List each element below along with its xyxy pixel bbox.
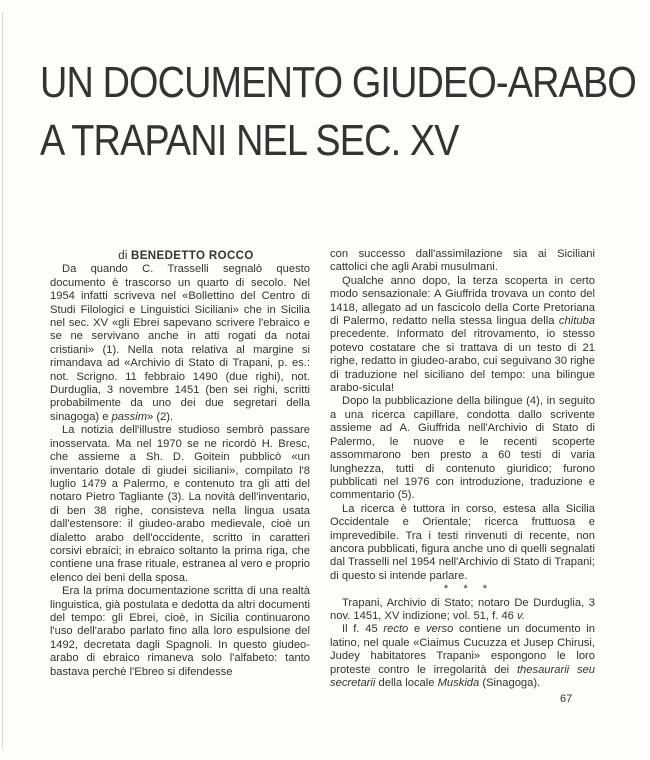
byline [50,250,310,263]
byline-prefix: di [118,250,128,262]
left-column [50,250,310,679]
paragraph: Qualche anno dopo, la terza scoperta in certo modo sensazionale: A Giuffrida trovava un conto del 1418, allegato ad un fascicolo della Corte Pretoriana di Palermo, redatto nella stessa lingua della chituba precedente. Informato del ritrovamento, io stesso potevo costatare che si trattava di un testo di 21 righe, redatto in giudeo-arabo, cui seguivano 30 righe di traduzione nel siciliano del tempo: una bilingue arabo-sicula! [330,274,595,395]
byline-author: BENEDETTO ROCCO [131,250,254,262]
paragraph: con successo dall'assimilazione sia ai Siciliani cattolici che agli Arabi musulmani. [330,248,595,274]
title-line-2: A TRAPANI NEL SEC. XV [40,116,459,165]
title-line-1: UN DOCUMENTO GIUDEO-ARABO [40,58,636,107]
paragraph: La ricerca è tuttora in corso, estesa alla Sicilia Occidentale e Orientale; ricerca fruttuosa e imprevedibile. Tra i testi rinvenuti di recente, non ancora pubblicati, figura anche uno di quelli segnalati dal Trasselli nel 1954 nell'Archivio di Stato di Trapani; di questo si intende parlare. [330,502,595,582]
page-number: 67 [560,693,573,705]
paragraph: Il f. 45 recto e verso contiene un documento in latino, nel quale «Ciaimus Cucuzza et Jusep Chirusi, Judey habitatores Trapani» espongono le loro proteste contro le irregolarità dei thesaurarii seu secretarii della locale Muskida (Sinagoga). [330,623,595,689]
article-title [40,54,636,170]
paragraph: Era la prima documentazione scritta di una realtà linguistica, già postulata e dedotta da altri documenti del tempo: gli Ebrei, cioè, in Sicilia continuarono l'uso dell'arabo parlato fino alla loro espulsione del 1492, decretata dagli Spagnoli. In questo giudeo-arabo di ebraico rimaneva solo l'alfabeto: tanto bastava perchè l'Ebreo si difendesse [50,585,310,678]
paragraph: Dopo la pubblicazione della bilingue (4), in seguito a una ricerca capillare, condotta dallo scrivente assieme ad A. Giuffrida nell'Archivio di Stato di Palermo, le nuove e le recenti scoperte assommarono ben presto a 60 testi di varia lunghezza, tutti di contenuto giuridico; furono pubblicati nel 1976 con introduzione, traduzione e commentario (5). [330,395,595,502]
right-column [330,248,595,690]
paragraph: Da quando C. Trasselli segnalò questo documento è trascorso un quarto di secolo. Nel 1954 infatti scriveva nel «Bollettino del Centro di Studi Filologici e Linguistici Siciliani» che in Sicilia nel sec. XV «gli Ebrei sapevano scrivere l'ebraico e se ne servivano anche in atti rogati da notai cristiani» (1). Nella nota relativa al margine si rimandava ad «Archivio di Stato di Trapani, p. es.: not. Scrigno. 11 febbraio 1490 (due righi), not. Durduglia, 3 novembre 1451 (ben sei righi, scritti probabilmente da uno dei due segretari della sinagoga) e passim» (2). [50,263,310,423]
paragraph: Trapani, Archivio di Stato; notaro De Durduglia, 3 nov. 1451, XV indizione; vol. 51, f. 46 v. [330,596,595,622]
page-edge [2,12,3,750]
paragraph: La notizia dell'illustre studioso sembrò passare inosservata. Ma nel 1970 se ne ricordò H. Bresc, che assieme a Sh. D. Goitein pubblicò «un inventario dotale di giudei siciliani», compilato l'8 luglio 1479 a Palermo, e contenuto tra gli atti del notaro Pietro Tagliante (3). La novità dell'inventario, di ben 38 righe, consisteva nella lingua usata dall'estensore: il giudeo-arabo medievale, cioè un dialetto arabo dell'occidente, scritto in caratteri corsivi ebraici; in ebraico soltanto la prima riga, che contiene una frase rituale, estranea al vero e proprio elenco dei beni della sposa. [50,424,310,584]
section-separator: * * * [443,583,494,596]
